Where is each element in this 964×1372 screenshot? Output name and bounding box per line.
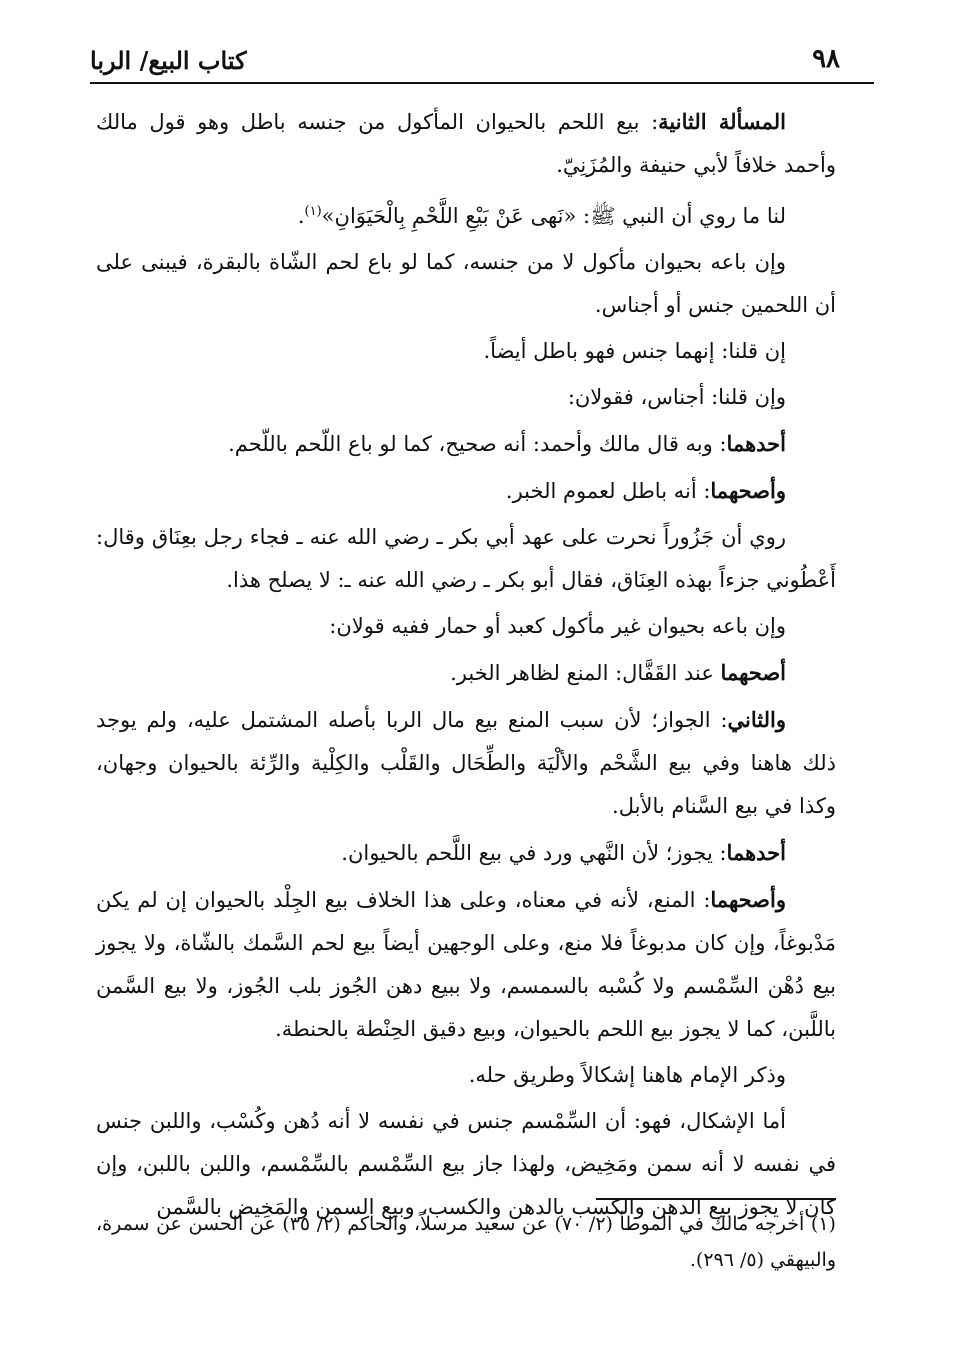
paragraph-text: إن قلنا: إنهما جنس فهو باطل أيضاً. — [483, 339, 786, 363]
page-number: ٩٨ — [812, 44, 840, 74]
footnote: (١) أخرجه مالك في الموطأ (٢/ ٧٠) عن سعيد مرسلاً، والحاكم (٢/ ٣٥) عن الحسن عن سمرة، والبيهقي (٥/ ٢٩٦). — [96, 1213, 836, 1271]
paragraph-lead: وأصحهما — [710, 478, 786, 503]
paragraph-text: : الجواز؛ لأن سبب المنع بيع مال الربا بأصله المشتمل عليه، ولم يوجد ذلك هاهنا وفي بيع الشَّحْم والألْيَة والطِّحَال والقَلْب والكِلْية والرِّئة بالحيوان وجهان، وكذا في بيع السَّنام بالأبل. — [96, 708, 836, 818]
paragraph-text: وإن باعه بحيوان غير مأكول كعبد أو حمار ففيه قولان: — [329, 614, 786, 638]
paragraph-lead: والثاني — [727, 707, 786, 732]
paragraph-lead: أحدهما — [726, 431, 786, 456]
paragraph — [96, 190, 836, 238]
paragraph — [96, 651, 836, 695]
paragraph-lead: أحدهما — [726, 840, 786, 865]
paragraph — [96, 422, 836, 466]
paragraph — [96, 100, 836, 187]
paragraph — [96, 330, 836, 373]
paragraph-lead: وأصحهما — [710, 887, 786, 912]
paragraph-text: : المنع، لأنه في معناه، وعلى هذا الخلاف بيع الجِلْد بالحيوان إن لم يكن مَدْبوغاً، وإن كان مدبوغاً فلا منع، وعلى الوجهين أيضاً بيع لحم السَّمك بالشّاة، ولا يجوز بيع دُهْن السِّمْسم ولا كُسْبه بالسمسم، ولا ببيع دهن الجُوز بلب الجُوز، ولا بيع السَّمن باللَّبن، كما لا يجوز بيع اللحم بالحيوان، وبيع دقيق الحِنْطة بالحنطة. — [96, 888, 836, 1041]
paragraph-tail: . — [297, 204, 305, 228]
paragraph — [96, 469, 836, 513]
paragraph-text: وإن قلنا: أجناس، فقولان: — [567, 385, 786, 409]
footnote-divider — [596, 1198, 836, 1200]
paragraph-text: لنا ما روي أن النبي ﷺ: «نَهى عَنْ بَيْعِ اللَّحْمِ بِالْحَيَوَانِ» — [321, 204, 786, 228]
paragraph — [96, 241, 836, 327]
paragraph-text: : بيع اللحم بالحيوان المأكول من جنسه باطل وهو قول مالك وأحمد خلافاً لأبي حنيفة والمُزَنِيّ. — [96, 110, 836, 177]
paragraph — [96, 516, 836, 602]
paragraph-lead: أصحهما — [720, 660, 786, 685]
running-title: كتاب البيع/ الربا — [90, 46, 247, 75]
paragraph-text: وذكر الإمام هاهنا إشكالاً وطريق حله. — [468, 1063, 786, 1087]
paragraph-text: : يجوز؛ لأن النَّهي ورد في بيع اللَّحم بالحيوان. — [341, 841, 727, 865]
footnote-ref: (١) — [304, 204, 322, 219]
paragraph-text: وإن باعه بحيوان مأكول لا من جنسه، كما لو باع لحم الشّاة بالبقرة، فيبنى على أن اللحمين جنس أو أجناس. — [96, 250, 836, 317]
paragraph-text: عند القَفَّال: المنع لظاهر الخبر. — [450, 661, 721, 685]
main-text — [96, 100, 836, 1232]
paragraph-text: : وبه قال مالك وأحمد: أنه صحيح، كما لو باع اللّحم باللّحم. — [228, 432, 727, 456]
paragraph — [96, 605, 836, 648]
paragraph — [96, 878, 836, 1051]
paragraph — [96, 698, 836, 828]
paragraph — [96, 831, 836, 875]
footnotes — [96, 1206, 836, 1278]
paragraph-text: روي أن جَزُوراً نحرت على عهد أبي بكر ـ رضي الله عنه ـ فجاء رجل بعِنَاق وقال: أَعْطُوني جزءاً بهذه العِنَاق، فقال أبو بكر ـ رضي الله عنه ـ: لا يصلح هذا. — [96, 525, 836, 592]
paragraph — [96, 376, 836, 419]
page-header — [90, 44, 874, 84]
paragraph-text: : أنه باطل لعموم الخبر. — [505, 479, 711, 503]
paragraph — [96, 1054, 836, 1097]
paragraph-lead: المسألة الثانية — [658, 109, 786, 134]
paragraph-text: أما الإشكال، فهو: أن السِّمْسم جنس في نفسه لا أنه دُهن وكُسْب، واللبن جنس في نفسه لا أنه سمن ومَخِيض، ولهذا جاز بيع السِّمْسم بالسِّمْسم، واللبن باللبن، وإن كان لا يجوز بيع الدهن والكسب بالدهن والكسب، وبيع السمن والمَخِيض بالسَّمن — [96, 1109, 836, 1219]
header-divider — [90, 82, 874, 84]
